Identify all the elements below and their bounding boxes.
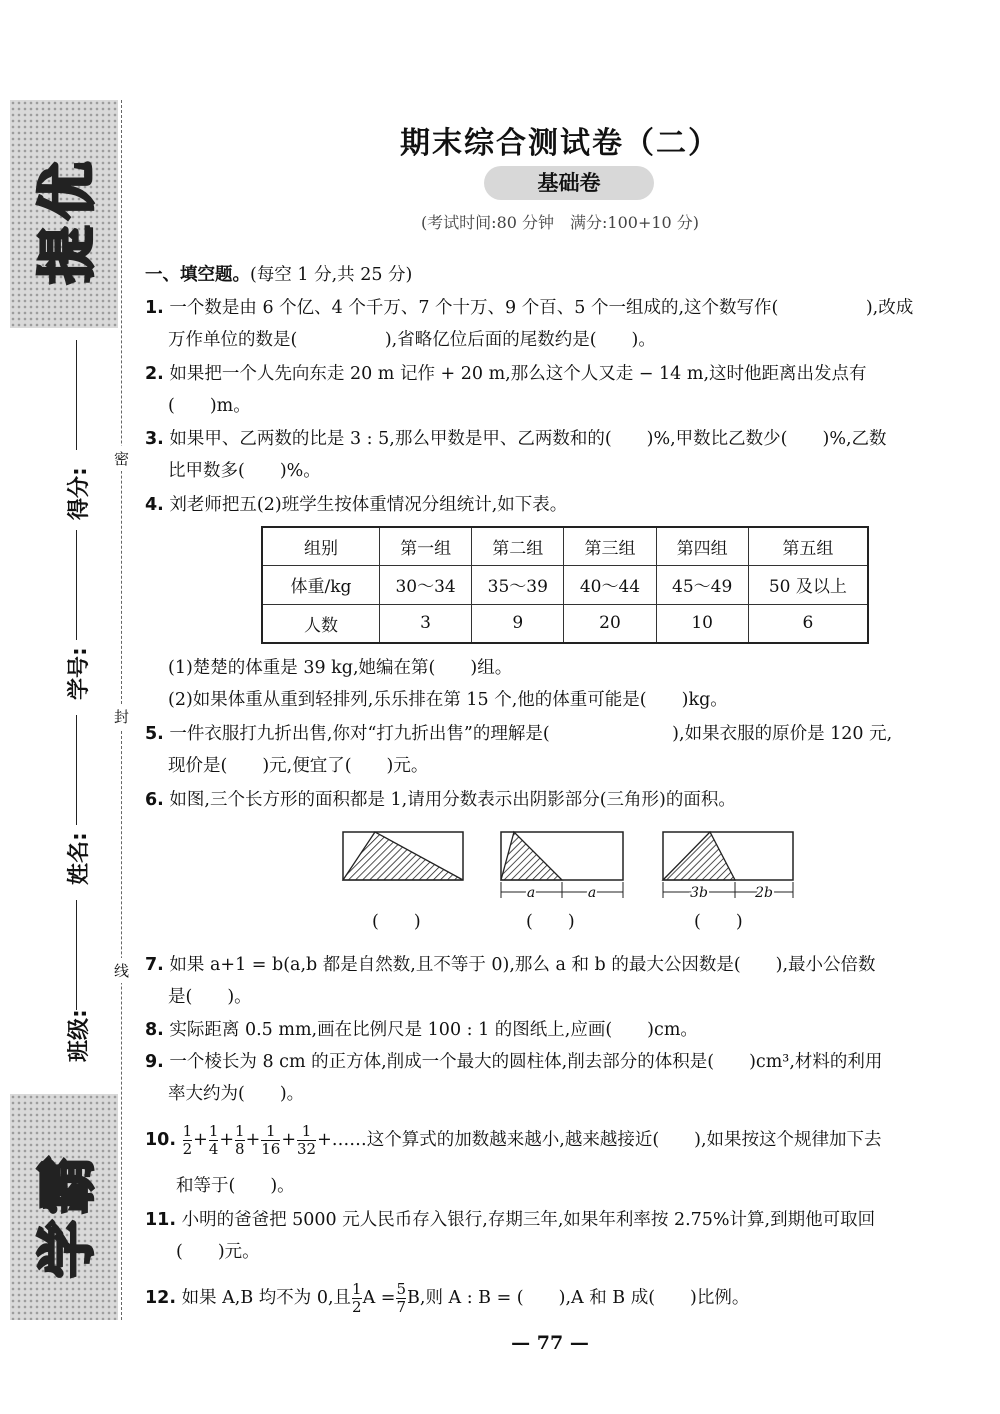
question-6 xyxy=(145,788,736,812)
q11-number: 11. xyxy=(145,1210,177,1230)
brand-panel-bottom xyxy=(10,1094,118,1320)
question-7 xyxy=(145,953,876,977)
q2-text-2[interactable]: ( )m。 xyxy=(168,396,251,416)
q8-number: 8. xyxy=(145,1020,164,1040)
class-field-line[interactable] xyxy=(76,900,77,1010)
question-3 xyxy=(145,427,887,451)
fraction: $\frac{1}{16}$ xyxy=(261,1122,281,1158)
q2-number: 2. xyxy=(145,364,164,384)
table-cell: 体重/kg xyxy=(262,566,380,604)
table-cell: 20 xyxy=(564,604,656,643)
dim-label-2b: 2b xyxy=(755,885,773,901)
q4-sub1-text[interactable]: (1)楚楚的体重是 39 kg,她编在第( )组。 xyxy=(168,658,513,678)
q3-text-2[interactable]: 比甲数多( )%。 xyxy=(168,461,321,481)
question-4-sub1 xyxy=(168,656,512,680)
table-cell: 6 xyxy=(748,604,868,643)
seal-mark-feng: 封 xyxy=(114,704,129,729)
table-row xyxy=(262,527,868,566)
question-8 xyxy=(145,1018,698,1042)
page-title: 期末综合测试卷（二） xyxy=(400,126,720,161)
question-12: 12. 如果 A,B 均不为 0,且 $\frac{1}{2}$ A = $\frac{5}{7}$ B,则 A : B = ( ),A 和 B 成( )比例。 xyxy=(145,1280,750,1316)
seal-mark-xian: 线 xyxy=(114,958,129,983)
fraction: $\frac{1}{2}$ xyxy=(352,1280,362,1316)
q6-answer-1[interactable]: ( ) xyxy=(372,912,421,932)
table-cell: 组别 xyxy=(262,527,380,566)
q10-text-2[interactable]: 和等于( )。 xyxy=(176,1176,295,1196)
q9-text-2[interactable]: 率大约为( )。 xyxy=(168,1084,305,1104)
q6-answer-2[interactable]: ( ) xyxy=(526,912,575,932)
q3-text-1[interactable]: 如果甲、乙两数的比是 3 : 5,那么甲数是甲、乙两数和的( )%,甲数比乙数少( )%,乙数 xyxy=(169,429,887,449)
question-11-cont xyxy=(176,1240,260,1264)
q1-text-2[interactable]: 万作单位的数是( ),省略亿位后面的尾数约是( )。 xyxy=(168,330,656,350)
seal-mark-mi: 密 xyxy=(114,446,129,471)
q5-text-2[interactable]: 现价是( )元,便宜了( )元。 xyxy=(168,756,429,776)
fraction: $\frac{1}{4}$ xyxy=(208,1122,219,1158)
table-cell: 3 xyxy=(380,604,472,643)
fraction: $\frac{1}{2}$ xyxy=(182,1122,193,1158)
q4-number: 4. xyxy=(145,495,164,515)
question-4 xyxy=(145,493,567,517)
table-cell: 人数 xyxy=(262,604,380,643)
dim-label-a2: a xyxy=(587,885,597,901)
student-id-line[interactable] xyxy=(76,530,77,640)
question-1 xyxy=(145,296,913,320)
q3-number: 3. xyxy=(145,429,164,449)
fraction: $\frac{1}{32}$ xyxy=(297,1122,317,1158)
brand-bottom-text: 学霸 xyxy=(33,1149,102,1279)
score-field-line[interactable] xyxy=(76,340,77,450)
table-cell: 35～39 xyxy=(472,566,564,604)
class-field-label: 班级: xyxy=(67,1009,92,1062)
page-number: — 77 — xyxy=(511,1332,589,1354)
table-cell: 第五组 xyxy=(748,527,868,566)
figure-2 xyxy=(501,832,623,901)
q9-number: 9. xyxy=(145,1052,164,1072)
question-2 xyxy=(145,362,867,386)
table-cell: 第四组 xyxy=(656,527,748,566)
q11-text-1[interactable]: 小明的爸爸把 5000 元人民币存入银行,存期三年,如果年利率按 2.75%计算,到期他可取回 xyxy=(181,1210,876,1230)
q5-number: 5. xyxy=(145,724,164,744)
section-note: (每空 1 分,共 25 分) xyxy=(250,265,413,285)
table-cell: 40～44 xyxy=(564,566,656,604)
exam-info: (考试时间:80 分钟 满分:100+10 分) xyxy=(420,213,700,232)
table-cell: 30～34 xyxy=(380,566,472,604)
section-heading xyxy=(145,263,412,287)
section-title: 一、填空题。 xyxy=(145,265,250,285)
table-row xyxy=(262,566,868,604)
figure-1 xyxy=(343,832,463,880)
figure-3 xyxy=(663,832,793,901)
q7-text-1[interactable]: 如果 a+1 = b(a,b 都是自然数,且不等于 0),那么 a 和 b 的最大公因数是( ),最小公倍数 xyxy=(169,955,876,975)
q8-text[interactable]: 实际距离 0.5 mm,画在比例尺是 100 : 1 的图纸上,应画( )cm。 xyxy=(169,1020,698,1040)
q6-answer-3[interactable]: ( ) xyxy=(694,912,743,932)
question-5-cont xyxy=(168,754,428,778)
q2-text-1[interactable]: 如果把一个人先向东走 20 m 记作 + 20 m,那么这个人又走 − 14 m,这时他距离出发点有 xyxy=(169,364,867,384)
q1-number: 1. xyxy=(145,298,164,318)
question-3-cont xyxy=(168,459,321,483)
level-badge: 基础卷 xyxy=(484,166,654,200)
name-field-label: 姓名: xyxy=(67,832,92,885)
table-cell: 10 xyxy=(656,604,748,643)
fraction: $\frac{1}{8}$ xyxy=(235,1122,245,1158)
q12-number: 12. xyxy=(145,1288,177,1308)
table-cell: 45～49 xyxy=(656,566,748,604)
q5-text-1[interactable]: 一件衣服打九折出售,你对“打九折出售”的理解是( ),如果衣服的原价是 120 元, xyxy=(169,724,893,744)
question-9 xyxy=(145,1050,882,1074)
question-7-cont xyxy=(168,985,252,1009)
brand-top-text: 提优 xyxy=(33,155,102,285)
table-row xyxy=(262,604,868,643)
question-4-sub2 xyxy=(168,688,728,712)
question-5 xyxy=(145,722,892,746)
q10-text-1[interactable]: +……这个算式的加数越来越小,越来越接近( ),如果按这个规律加下去 xyxy=(317,1130,882,1150)
question-9-cont xyxy=(168,1082,304,1106)
score-field-label: 得分: xyxy=(67,467,92,520)
q1-text-1[interactable]: 一个数是由 6 个亿、4 个千万、7 个十万、9 个百、5 个一组成的,这个数写作( ),改成 xyxy=(169,298,914,318)
q10-number: 10. xyxy=(145,1130,177,1150)
table-cell: 50 及以上 xyxy=(748,566,868,604)
table-cell: 9 xyxy=(472,604,564,643)
q12-text[interactable]: B,则 A : B = ( ),A 和 B 成( )比例。 xyxy=(407,1288,750,1308)
q4-text: 刘老师把五(2)班学生按体重情况分组统计,如下表。 xyxy=(169,495,568,515)
student-id-label: 学号: xyxy=(67,647,92,700)
rectangle-figures xyxy=(330,820,810,910)
table-cell: 第一组 xyxy=(380,527,472,566)
q11-text-2[interactable]: ( )元。 xyxy=(176,1242,260,1262)
name-field-line[interactable] xyxy=(76,715,77,825)
q7-number: 7. xyxy=(145,955,164,975)
fraction: $\frac{5}{7}$ xyxy=(396,1280,407,1316)
question-1-cont xyxy=(168,328,656,352)
question-10: 10. $\frac{1}{2}$ + $\frac{1}{4}$ + $\frac{1}{8}$ + $\frac{1}{16}$ + $\frac{1}{32}$ +……这个算式的加数越来越小,越来越接近( ),如果按这个规律加下去 xyxy=(145,1122,882,1158)
table-cell: 第三组 xyxy=(564,527,656,566)
q6-text: 如图,三个长方形的面积都是 1,请用分数表示出阴影部分(三角形)的面积。 xyxy=(169,790,736,810)
table-cell: 第二组 xyxy=(472,527,564,566)
q4-sub2-text[interactable]: (2)如果体重从重到轻排列,乐乐排在第 15 个,他的体重可能是( )kg。 xyxy=(168,690,728,710)
q7-text-2[interactable]: 是( )。 xyxy=(168,987,252,1007)
question-10-cont xyxy=(176,1174,295,1198)
weight-group-table xyxy=(261,526,869,644)
question-11 xyxy=(145,1208,875,1232)
q6-number: 6. xyxy=(145,790,164,810)
q9-text-1[interactable]: 一个棱长为 8 cm 的正方体,削成一个最大的圆柱体,削去部分的体积是( )cm³,材料的利用 xyxy=(169,1052,883,1072)
dim-label-3b: 3b xyxy=(690,885,708,901)
dim-label-a1: a xyxy=(526,885,536,901)
question-2-cont xyxy=(168,394,251,418)
